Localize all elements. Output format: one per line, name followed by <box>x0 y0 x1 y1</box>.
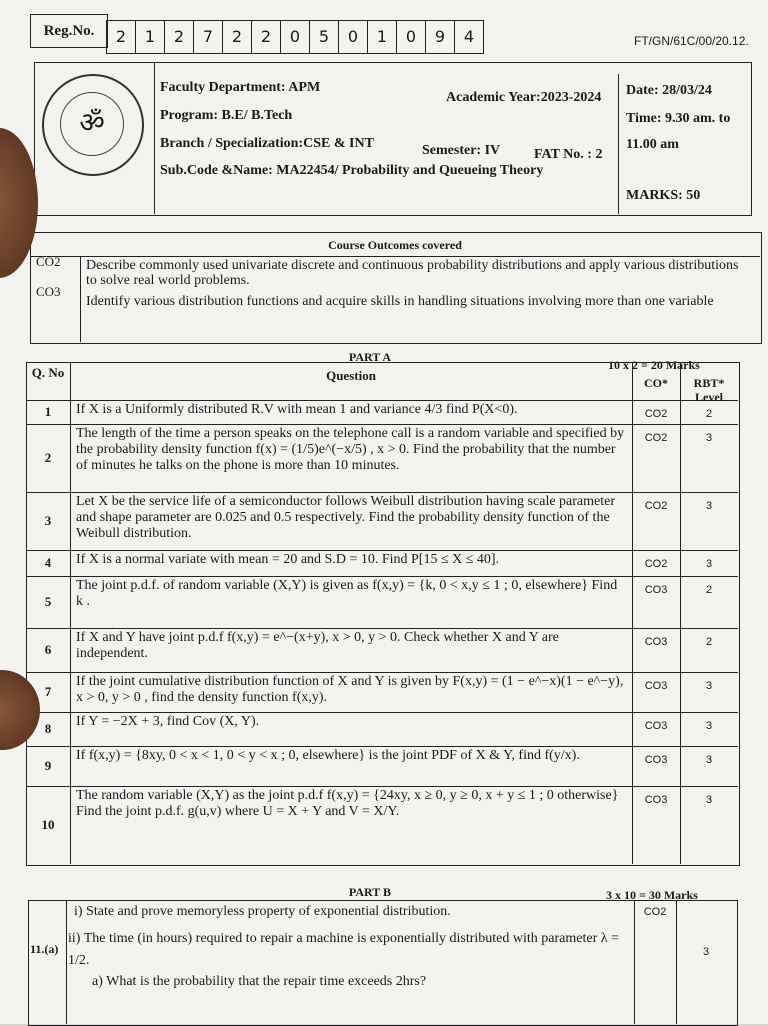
question-part: ii) The time (in hours) required to repair a machine is exponentially distributed with parameter λ = 1/2. <box>68 931 619 968</box>
part-b-marks: 3 x 10 = 30 Marks <box>606 888 698 902</box>
rbt-level-cell: 2 <box>705 584 713 596</box>
question-number: 5 <box>44 594 52 609</box>
rbt-level-cell: 3 <box>705 500 713 512</box>
divider <box>30 256 760 257</box>
row-divider <box>26 712 738 713</box>
reg-digit-box: 1 <box>368 20 397 54</box>
om-symbol-icon: ॐ <box>60 92 124 156</box>
reg-digit-box: 2 <box>106 20 136 54</box>
rbt-level-cell: 3 <box>702 946 710 958</box>
co-cell: CO2 <box>644 558 668 570</box>
rbt-level-cell: 3 <box>705 680 713 692</box>
question-text: The random variable (X,Y) as the joint p.d.f f(x,y) = {24xy, x ≥ 0, y ≥ 0, x + y ≤ 1 ; 0 otherwise} Find the joint p.d.f. g(u,v) where U = X + Y and V = X/Y. <box>76 788 619 819</box>
question-number: 4 <box>44 555 52 570</box>
row-divider <box>26 576 738 577</box>
exam-time-end: 11.00 am <box>626 137 679 152</box>
row-divider <box>26 786 738 787</box>
reg-digit-box: 2 <box>223 20 252 54</box>
course-outcomes-title: Course Outcomes covered <box>328 238 462 252</box>
co-cell: CO2 <box>643 906 667 918</box>
co-cell: CO3 <box>644 680 668 692</box>
row-divider <box>26 424 738 425</box>
col-header-rbt: RBT* Level <box>693 376 725 404</box>
co-cell: CO3 <box>644 636 668 648</box>
subject: Sub.Code &Name: MA22454/ Probability and Queueing Theory <box>160 163 544 178</box>
rbt-level-cell: 3 <box>705 754 713 766</box>
rbt-level-cell: 3 <box>705 720 713 732</box>
program: Program: B.E/ B.Tech <box>160 108 293 123</box>
question-text: The joint p.d.f. of random variable (X,Y) is given as f(x,y) = {k, 0 < x,y ≤ 1 ; 0, elsewhere} Find k . <box>76 578 618 609</box>
co-cell: CO3 <box>644 584 668 596</box>
exam-time: Time: 9.30 am. to <box>626 111 731 126</box>
question-text: If the joint cumulative distribution function of X and Y is given by F(x,y) = (1 − e^−x)(1 − e^−y), x > 0, y > 0 , find the density function f(x,y). <box>76 674 624 705</box>
divider <box>634 900 635 1024</box>
column-divider <box>70 362 71 864</box>
header-divider <box>154 62 155 214</box>
college-logo <box>42 74 144 176</box>
co-cell: CO3 <box>644 794 668 806</box>
question-part: i) State and prove memoryless property of exponential distribution. <box>74 904 451 919</box>
reg-no-boxes <box>106 20 484 54</box>
reg-digit-box: 2 <box>252 20 281 54</box>
question-text: Let X be the service life of a semiconductor follows Weibull distribution having scale parameter and shape parameter are 0.025 and 0.5 respectively. Find the probability density function of the Weibull distribution. <box>76 494 615 541</box>
row-divider <box>26 400 738 401</box>
reg-digit-box: 0 <box>339 20 368 54</box>
academic-year: Academic Year:2023-2024 <box>446 90 602 105</box>
co-cell: CO2 <box>644 432 668 444</box>
reg-digit-box: 5 <box>310 20 339 54</box>
col-header-question: Question <box>326 368 376 383</box>
faculty-department: Faculty Department: APM <box>160 80 321 95</box>
reg-digit-box: 1 <box>136 20 165 54</box>
document-reference: FT/GN/61C/00/20.12. <box>634 34 749 48</box>
rbt-level-cell: 3 <box>705 558 713 570</box>
part-b-title: PART B <box>348 885 392 899</box>
co-code: CO3 <box>36 284 61 299</box>
reg-digit-box: 0 <box>397 20 426 54</box>
fat-number: FAT No. : 2 <box>534 147 603 162</box>
co-description: Identify various distribution functions and acquire skills in handling situations involving more than one variable <box>86 294 714 309</box>
header-divider <box>618 74 619 214</box>
co-cell: CO2 <box>644 500 668 512</box>
question-part: a) What is the probability that the repair time exceeds 2hrs? <box>92 974 427 989</box>
part-a-marks: 10 x 2 = 20 Marks <box>608 358 700 372</box>
question-number: 1 <box>44 404 52 419</box>
co-cell: CO2 <box>644 408 668 420</box>
reg-digit-box: 9 <box>426 20 455 54</box>
reg-digit-box: 7 <box>194 20 223 54</box>
question-number: 3 <box>44 513 52 528</box>
row-divider <box>26 550 738 551</box>
co-code: CO2 <box>36 254 61 269</box>
col-header-co: CO* <box>644 376 668 390</box>
semester: Semester: IV <box>422 143 501 158</box>
co-cell: CO3 <box>644 720 668 732</box>
exam-date: Date: 28/03/24 <box>626 83 712 98</box>
reg-digit-box: 0 <box>281 20 310 54</box>
row-divider <box>26 628 738 629</box>
question-number: 11.(a) <box>30 942 59 956</box>
rbt-level-cell: 2 <box>705 636 713 648</box>
col-header-qno: Q. No <box>31 365 65 380</box>
question-number: 6 <box>44 642 52 657</box>
rbt-level-cell: 3 <box>705 432 713 444</box>
row-divider <box>26 492 738 493</box>
question-number: 10 <box>41 817 55 832</box>
question-number: 9 <box>44 758 52 773</box>
divider <box>80 256 81 342</box>
part-a-title: PART A <box>348 350 392 364</box>
question-text: If f(x,y) = {8xy, 0 < x < 1, 0 < y < x ; 0, elsewhere} is the joint PDF of X & Y, find f(y/x). <box>76 748 580 763</box>
reg-digit-box: 2 <box>165 20 194 54</box>
question-text: If X and Y have joint p.d.f f(x,y) = e^−(x+y), x > 0, y > 0. Check whether X and Y are independent. <box>76 630 559 661</box>
question-text: If Y = −2X + 3, find Cov (X, Y). <box>76 714 260 729</box>
rbt-level-cell: 3 <box>705 794 713 806</box>
reg-no-label: Reg.No. <box>30 14 108 48</box>
question-text: The length of the time a person speaks on the telephone call is a random variable and specified by the probability density function f(x) = (1/5)e^(−x/5) , x > 0. Find the probability that the number of minutes he talks on the phone is more than 10 minutes. <box>76 426 625 473</box>
divider <box>676 900 677 1024</box>
co-description: Describe commonly used univariate discrete and continuous probability distributions and apply various distributions to solve real world problems. <box>86 258 739 288</box>
question-number: 8 <box>44 721 52 736</box>
co-cell: CO3 <box>644 754 668 766</box>
rbt-level-cell: 2 <box>705 408 713 420</box>
question-number: 7 <box>44 684 52 699</box>
row-divider <box>26 746 738 747</box>
divider <box>66 900 67 1024</box>
question-text: If X is a Uniformly distributed R.V with mean 1 and variance 4/3 find P(X<0). <box>76 402 518 417</box>
row-divider <box>26 672 738 673</box>
reg-digit-box: 4 <box>455 20 484 54</box>
question-number: 2 <box>44 450 52 465</box>
total-marks: MARKS: 50 <box>626 188 701 203</box>
branch: Branch / Specialization:CSE & INT <box>160 136 374 151</box>
question-text: If X is a normal variate with mean = 20 and S.D = 10. Find P[15 ≤ X ≤ 40]. <box>76 552 500 567</box>
